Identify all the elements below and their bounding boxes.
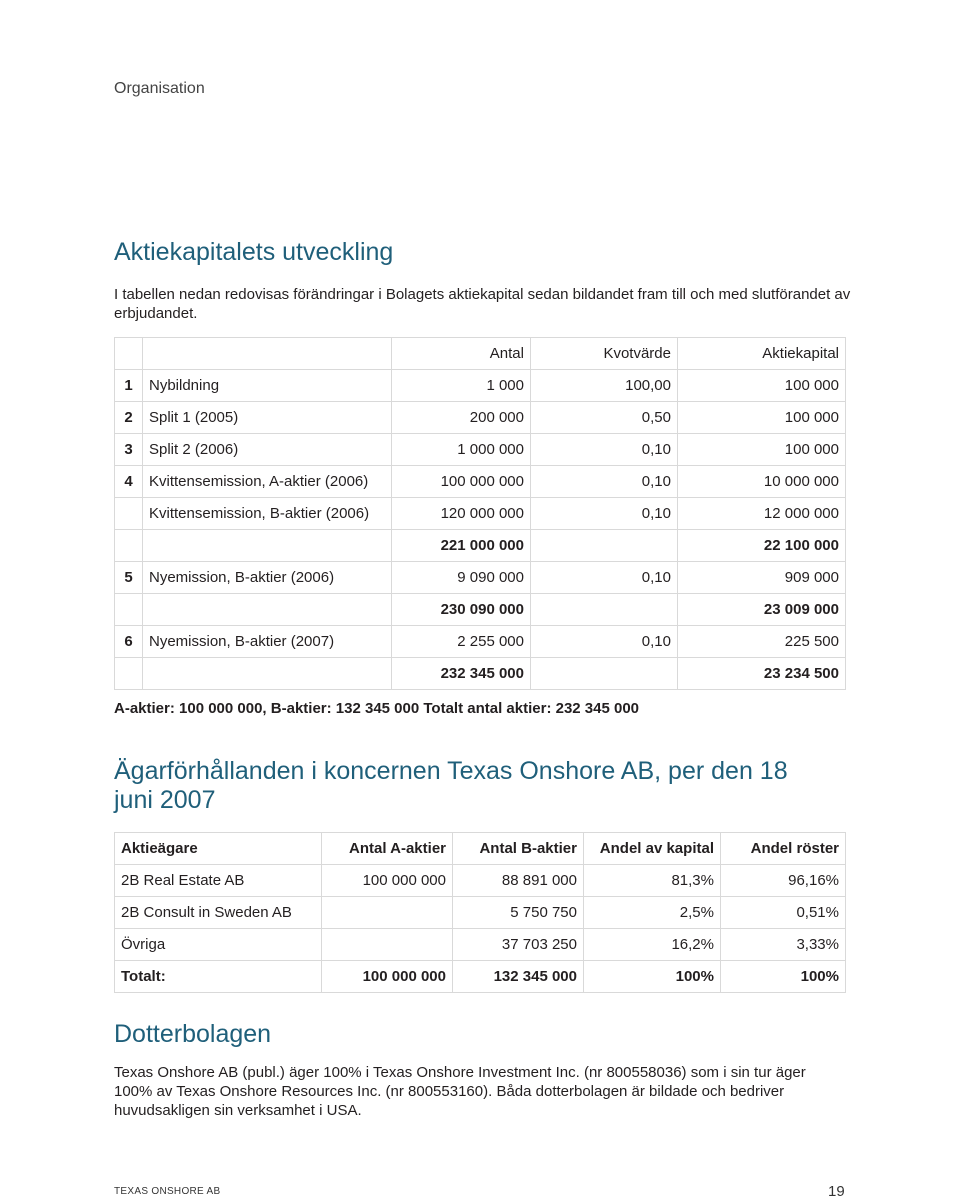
row-aktiekapital: 225 500 [678,626,846,658]
ownership-heading: Ägarförhållanden i koncernen Texas Onshore AB, per den 18 juni 2007 [114,757,788,814]
cell-capital-share: 16,2% [584,929,721,961]
cell-capital-share: 81,3% [584,865,721,897]
empty-cell [115,594,143,626]
cell-b-shares: 5 750 750 [453,897,584,929]
row-kvotvarde: 0,10 [531,434,678,466]
table-header-row [115,338,846,370]
subtotal-aktiekapital: 22 100 000 [678,530,846,562]
empty-cell [143,658,392,690]
empty-cell [115,530,143,562]
row-antal: 9 090 000 [392,562,531,594]
subtotal-aktiekapital: 23 234 500 [678,658,846,690]
row-kvotvarde: 0,50 [531,402,678,434]
subtotal-row [115,658,846,690]
subtotal-antal: 232 345 000 [392,658,531,690]
empty-cell [531,658,678,690]
subtotal-antal: 221 000 000 [392,530,531,562]
table-row [115,466,846,498]
header-antal: Antal [392,338,531,370]
share-totals-note: A-aktier: 100 000 000, B-aktier: 132 345 000 Totalt antal aktier: 232 345 000 [114,700,640,717]
header-aktiekapital: Aktiekapital [678,338,846,370]
cell-b-shares: 88 891 000 [453,865,584,897]
cell-shareholder: Övriga [115,929,322,961]
row-number: 6 [115,626,143,658]
row-antal: 1 000 [392,370,531,402]
page-number: 19 [828,1183,845,1200]
total-row [115,961,846,993]
header-cell [115,338,143,370]
total-capital-share: 100% [584,961,721,993]
ownership-table [114,832,846,993]
row-description: Nyemission, B-aktier (2006) [143,562,392,594]
table-row [115,402,846,434]
cell-vote-share: 3,33% [721,929,846,961]
row-kvotvarde: 0,10 [531,562,678,594]
row-kvotvarde: 0,10 [531,626,678,658]
row-number: 5 [115,562,143,594]
row-kvotvarde: 0,10 [531,466,678,498]
header-antal-b: Antal B-aktier [453,833,584,865]
table-row [115,929,846,961]
row-antal: 200 000 [392,402,531,434]
row-antal: 1 000 000 [392,434,531,466]
total-b-shares: 132 345 000 [453,961,584,993]
row-description: Kvittensemission, A-aktier (2006) [143,466,392,498]
cell-a-shares: 100 000 000 [322,865,453,897]
section-label: Organisation [114,80,205,97]
cell-shareholder: 2B Consult in Sweden AB [115,897,322,929]
subtotal-row [115,530,846,562]
header-aktieagare: Aktieägare [115,833,322,865]
row-description: Nyemission, B-aktier (2007) [143,626,392,658]
subtotal-antal: 230 090 000 [392,594,531,626]
row-antal: 120 000 000 [392,498,531,530]
row-aktiekapital: 10 000 000 [678,466,846,498]
total-label: Totalt: [115,961,322,993]
cell-a-shares [322,929,453,961]
row-description: Nybildning [143,370,392,402]
header-andel-roster: Andel röster [721,833,846,865]
empty-cell [531,530,678,562]
row-number: 4 [115,466,143,498]
row-kvotvarde: 0,10 [531,498,678,530]
row-description: Split 1 (2005) [143,402,392,434]
cell-capital-share: 2,5% [584,897,721,929]
row-number: 1 [115,370,143,402]
cell-vote-share: 0,51% [721,897,846,929]
empty-cell [143,594,392,626]
header-andel-kapital: Andel av kapital [584,833,721,865]
total-vote-share: 100% [721,961,846,993]
header-cell [143,338,392,370]
table-row [115,897,846,929]
row-aktiekapital: 909 000 [678,562,846,594]
cell-a-shares [322,897,453,929]
row-description: Kvittensemission, B-aktier (2006) [143,498,392,530]
row-aktiekapital: 100 000 [678,370,846,402]
share-capital-intro: I tabellen nedan redovisas förändringar i Bolagets aktiekapital sedan bildandet fram till och med slutförandet av erbjudandet. [114,286,851,322]
subsidiaries-heading: Dotterbolagen [114,1020,272,1048]
cell-vote-share: 96,16% [721,865,846,897]
table-header-row [115,833,846,865]
footer-company: TEXAS ONSHORE AB [114,1186,221,1197]
row-antal: 2 255 000 [392,626,531,658]
row-aktiekapital: 12 000 000 [678,498,846,530]
table-row [115,370,846,402]
empty-cell [143,530,392,562]
table-row [115,865,846,897]
header-antal-a: Antal A-aktier [322,833,453,865]
table-row [115,626,846,658]
subtotal-aktiekapital: 23 009 000 [678,594,846,626]
table-row [115,434,846,466]
row-number: 2 [115,402,143,434]
row-number: 3 [115,434,143,466]
cell-shareholder: 2B Real Estate AB [115,865,322,897]
row-antal: 100 000 000 [392,466,531,498]
share-capital-heading: Aktiekapitalets utveckling [114,238,394,266]
row-kvotvarde: 100,00 [531,370,678,402]
share-capital-table [114,337,846,690]
subsidiaries-text: Texas Onshore AB (publ.) äger 100% i Texas Onshore Investment Inc. (nr 800558036) som i sin tur äger 100% av Texas Onshore Resources Inc. (nr 800553160). Båda dotterbolagen är bildade och bedriver huvudsakligen sin verksamhet i USA. [114,1064,806,1119]
header-kvotvarde: Kvotvärde [531,338,678,370]
row-aktiekapital: 100 000 [678,434,846,466]
empty-cell [115,658,143,690]
subtotal-row [115,594,846,626]
cell-b-shares: 37 703 250 [453,929,584,961]
row-aktiekapital: 100 000 [678,402,846,434]
empty-cell [531,594,678,626]
table-row [115,498,846,530]
total-a-shares: 100 000 000 [322,961,453,993]
table-row [115,562,846,594]
row-number [115,498,143,530]
row-description: Split 2 (2006) [143,434,392,466]
